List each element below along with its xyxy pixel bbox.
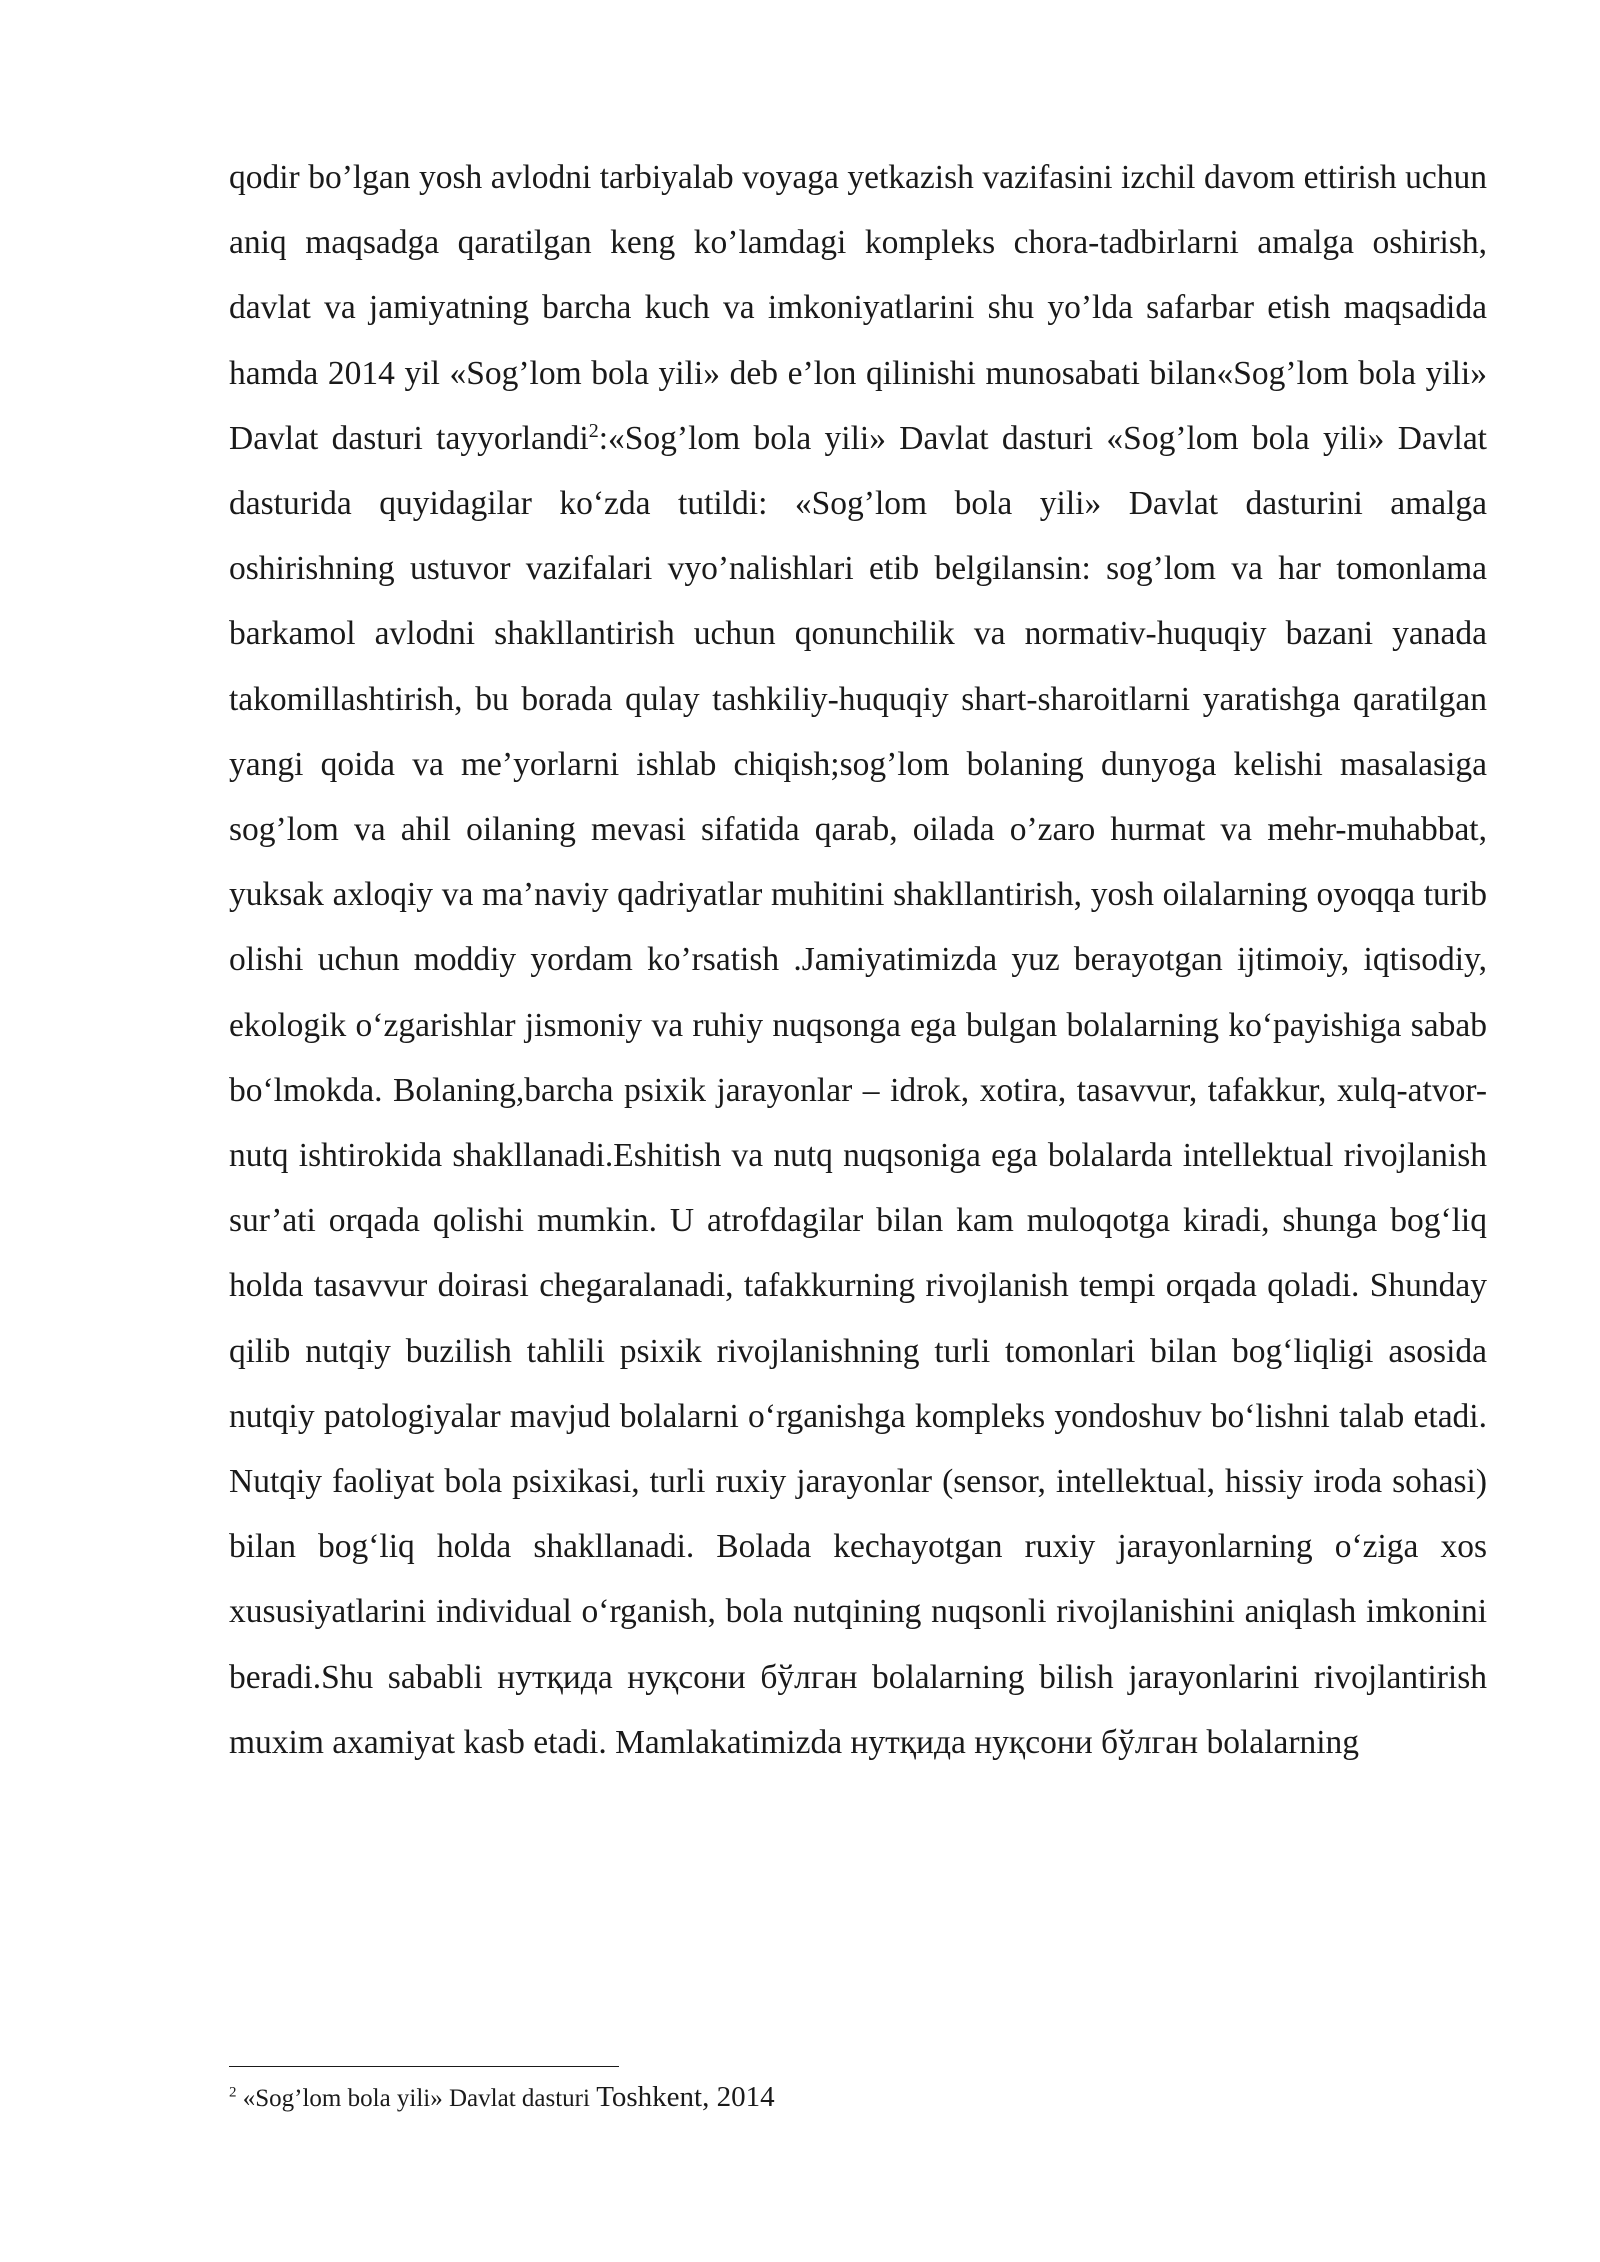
footnote	[229, 2080, 1487, 2116]
body-paragraph	[229, 145, 1487, 1775]
footnote-separator	[229, 2066, 619, 2067]
footnote-place-year: Toshkent, 2014	[596, 2081, 775, 2113]
footnote-source: «Sog’lom bola yili» Davlat dasturi	[242, 2085, 590, 2112]
footnote-marker: 2	[229, 2084, 237, 2101]
body-text-part-2: :«Sog’lom bola yili» Davlat dasturi «Sog’lom bola yili» Davlat dasturida quyidagilar ko‘zda tutildi: «Sog’lom bola yili» Davlat dasturini amalga oshirishning ustuvor vazifalari vyo’nalishlari etib belgilansin: sog’lom va har tomonlama barkamol avlodni shakllantirish uchun qonunchilik va normativ-huquqiy bazani yanada takomillashtirish, bu borada qulay tashkiliy-huquqiy shart-sharoitlarni yaratishga qaratilgan yangi qoida va me’yorlarni ishlab chiqish;sog’lom bolaning dunyoga kelishi masalasiga sog’lom va ahil oilaning mevasi sifatida qarab, oilada o’zaro hurmat va mehr-muhabbat, yuksak axloqiy va ma’naviy qadriyatlar muhitini shakllantirish, yosh oilalarning oyoqqa turib olishi uchun moddiy yordam ko’rsatish .Jamiyatimizda yuz berayotgan ijtimoiy, iqtisodiy, ekologik o‘zgarishlar jismoniy va ruhiy nuqsonga ega bulgan bolalarning ko‘payishiga sabab bo‘lmokda. Bolaning,barcha psixik jarayonlar – idrok, xotira, tasavvur, tafakkur, xulq-atvor-nutq ishtirokida shakllanadi.Eshitish va nutq nuqsoniga ega bolalarda intellektual rivojlanish sur’ati orqada qolishi mumkin. U atrofdagilar bilan kam muloqotga kiradi, shunga bog‘liq holda tasavvur doirasi chegaralanadi, tafakkurning rivojlanish tempi orqada qoladi. Shunday qilib nutqiy buzilish tahlili psixik rivojlanishning turli tomonlari bilan bog‘liqligi asosida nutqiy patologiyalar mavjud bolalarni o‘rganishga kompleks yondoshuv bo‘lishni talab etadi. Nutqiy faoliyat bola psixikasi, turli ruxiy jarayonlar (sensor, intellektual, hissiy iroda sohasi) bilan bog‘liq holda shakllanadi. Bolada kechayotgan ruxiy jarayonlarning o‘ziga xos xususiyatlarini individual o‘rganish, bola nutqining nuqsonli rivojlanishini aniqlash imkonini beradi.Shu sababli нутқида нуқсони бўлган bolalarning bilish jarayonlarini rivojlantirish muxim axamiyat kasb etadi. Mamlakatimizda нутқида нуқсони бўлган bolalarning	[229, 419, 1487, 1761]
footnote-reference[interactable]: 2	[588, 419, 599, 442]
body-text-part-1: qodir bo’lgan yosh avlodni tarbiyalab voyaga yetkazish vazifasini izchil davom ettirish uchun aniq maqsadga qaratilgan keng ko’lamdagi kompleks chora-tadbirlarni amalga oshirish, davlat va jamiyatning barcha kuch va imkoniyatlarini shu yo’lda safarbar etish maqsadida hamda 2014 yil «Sog’lom bola yili» deb e’lon qilinishi munosabati bilan«Sog’lom bola yili» Davlat dasturi tayyorlandi	[229, 159, 1487, 457]
